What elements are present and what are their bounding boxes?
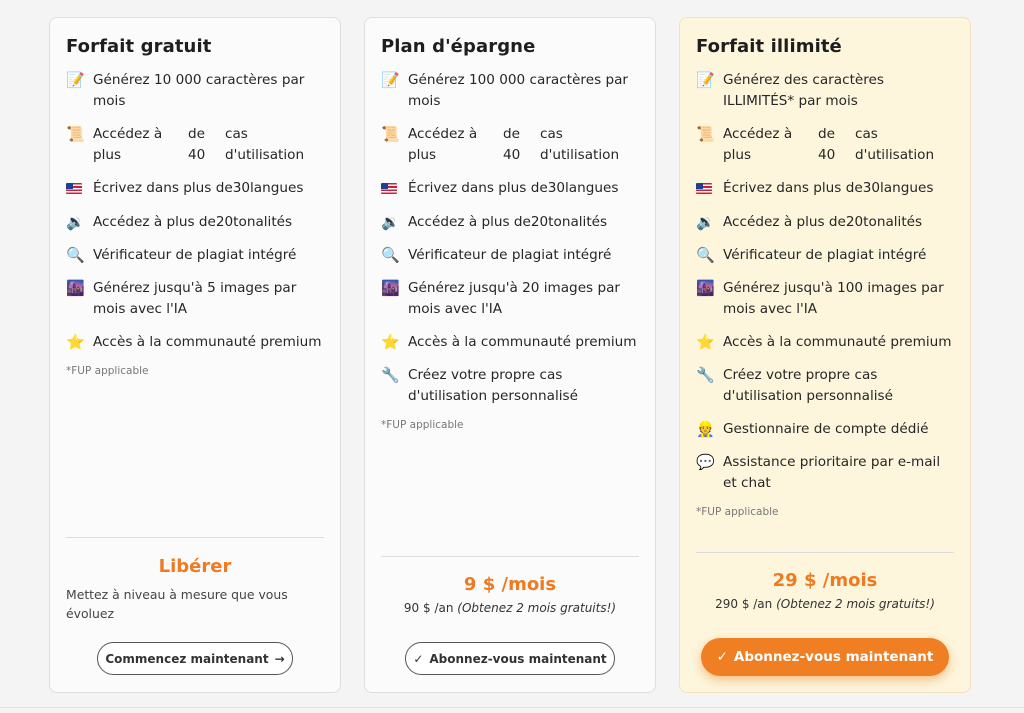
subscribe-button[interactable] — [701, 638, 949, 676]
feature-item — [66, 70, 324, 112]
plan-title: Plan d'épargne — [381, 36, 536, 57]
magnifier-icon: 🔍 — [381, 246, 400, 264]
feature-text: Générez jusqu'à 100 images par mois avec l'IA — [723, 280, 944, 317]
annual-price: 90 $ /an (Obtenez 2 mois gratuits!) — [403, 601, 617, 615]
feature-text: Générez des caractères ILLIMITÉS* par mois — [723, 72, 885, 109]
feature-item — [696, 278, 954, 320]
wrench-icon: 🔧 — [381, 366, 400, 384]
feature-item — [66, 245, 324, 266]
button-label: Abonnez-vous maintenant — [429, 651, 607, 666]
plan-card-free — [49, 17, 341, 693]
feature-item — [381, 178, 639, 200]
scroll-icon: 📜 — [66, 125, 85, 143]
plan-card-savings — [364, 17, 656, 693]
feature-item — [66, 278, 324, 320]
speaker-icon: 🔉 — [66, 213, 85, 231]
page-divider — [0, 707, 1024, 708]
plan-card-unlimited — [679, 17, 971, 693]
annual-price: 290 $ /an (Obtenez 2 mois gratuits!) — [715, 597, 935, 611]
feature-item — [381, 278, 639, 320]
feature-item — [696, 178, 954, 200]
button-label: Abonnez-vous maintenant — [733, 649, 934, 665]
feature-text: Accès à la communauté premium — [408, 334, 637, 350]
city-sunset-icon: 🌆 — [696, 279, 715, 297]
plan-price: 29 $ /mois — [772, 570, 878, 591]
feature-item — [381, 70, 639, 112]
feature-item — [696, 245, 954, 266]
feature-item — [696, 332, 954, 353]
feature-list — [66, 70, 324, 353]
feature-list — [696, 70, 954, 494]
chat-bubble-icon: 💬 — [696, 453, 715, 471]
flag-us-icon — [381, 178, 408, 200]
plan-price: Libérer — [158, 556, 232, 577]
feature-item — [381, 124, 639, 166]
feature-item — [696, 419, 954, 440]
feature-text: Gestionnaire de compte dédié — [723, 421, 929, 437]
city-sunset-icon: 🌆 — [66, 279, 85, 297]
star-icon: ⭐ — [66, 333, 85, 351]
plan-note: Mettez à niveau à mesure que vous évoluez — [66, 587, 288, 621]
feature-text: Créez votre propre cas d'utilisation personnalisé — [408, 367, 578, 404]
feature-text: Accédez à plus de20tonalités — [723, 214, 923, 230]
feature-text: Assistance prioritaire par e-mail et chat — [723, 454, 941, 491]
subscribe-button[interactable] — [405, 642, 615, 675]
feature-text: Générez jusqu'à 20 images par mois avec l'IA — [408, 280, 621, 317]
feature-text: Vérificateur de plagiat intégré — [723, 247, 927, 263]
feature-item — [696, 365, 954, 407]
feature-item — [66, 332, 324, 353]
speaker-icon: 🔉 — [696, 213, 715, 231]
feature-text: Générez jusqu'à 5 images par mois avec l'IA — [93, 280, 297, 317]
feature-item — [696, 70, 954, 112]
feature-text: Accédez à plus de20tonalités — [408, 214, 608, 230]
flag-us-icon — [696, 178, 723, 200]
feature-list — [381, 70, 639, 407]
feature-item — [696, 452, 954, 494]
feature-text: Écrivez dans plus de30langues — [93, 180, 304, 196]
check-icon: ✓ — [413, 651, 424, 666]
scroll-icon: 📜 — [696, 125, 715, 143]
feature-text: Accédez à plus de 40 cas d'utilisation — [723, 126, 935, 163]
feature-item — [381, 212, 639, 233]
feature-item — [696, 212, 954, 233]
check-icon: ✓ — [716, 649, 728, 665]
feature-text: Vérificateur de plagiat intégré — [408, 247, 612, 263]
wrench-icon: 🔧 — [696, 366, 715, 384]
magnifier-icon: 🔍 — [66, 246, 85, 264]
feature-item — [696, 124, 954, 166]
feature-item — [381, 245, 639, 266]
divider — [381, 556, 639, 557]
price-block — [381, 574, 639, 615]
magnifier-icon: 🔍 — [696, 246, 715, 264]
fup-note: *FUP applicable — [696, 506, 779, 518]
feature-item — [66, 124, 324, 166]
arrow-right-icon: → — [274, 651, 285, 666]
speaker-icon: 🔉 — [381, 213, 400, 231]
button-label: Commencez maintenant — [105, 651, 269, 666]
price-block — [66, 556, 324, 623]
feature-text: Accédez à plus de 40 cas d'utilisation — [93, 126, 305, 163]
plan-title: Forfait gratuit — [66, 36, 212, 57]
price-block — [696, 570, 954, 611]
memo-icon: 📝 — [66, 71, 85, 89]
start-now-button[interactable] — [97, 642, 293, 675]
star-icon: ⭐ — [696, 333, 715, 351]
memo-icon: 📝 — [381, 71, 400, 89]
feature-text: Accès à la communauté premium — [723, 334, 952, 350]
feature-item — [381, 332, 639, 353]
feature-text: Accès à la communauté premium — [93, 334, 322, 350]
feature-item — [66, 212, 324, 233]
feature-text: Accédez à plus de20tonalités — [93, 214, 293, 230]
feature-text: Écrivez dans plus de30langues — [408, 180, 619, 196]
plan-price: 9 $ /mois — [463, 574, 557, 595]
feature-text: Écrivez dans plus de30langues — [723, 180, 934, 196]
feature-text: Vérificateur de plagiat intégré — [93, 247, 297, 263]
divider — [696, 552, 954, 553]
feature-text: Accédez à plus de 40 cas d'utilisation — [408, 126, 620, 163]
feature-item — [66, 178, 324, 200]
flag-us-icon — [66, 178, 93, 200]
memo-icon: 📝 — [696, 71, 715, 89]
feature-item — [381, 365, 639, 407]
divider — [66, 537, 324, 538]
fup-note: *FUP applicable — [66, 365, 149, 377]
plan-title: Forfait illimité — [696, 36, 842, 57]
city-sunset-icon: 🌆 — [381, 279, 400, 297]
account-manager-icon: 👷 — [696, 420, 715, 438]
feature-text: Créez votre propre cas d'utilisation personnalisé — [723, 367, 893, 404]
star-icon: ⭐ — [381, 333, 400, 351]
scroll-icon: 📜 — [381, 125, 400, 143]
feature-text: Générez 10 000 caractères par mois — [93, 72, 305, 109]
feature-text: Générez 100 000 caractères par mois — [408, 72, 629, 109]
fup-note: *FUP applicable — [381, 419, 464, 431]
